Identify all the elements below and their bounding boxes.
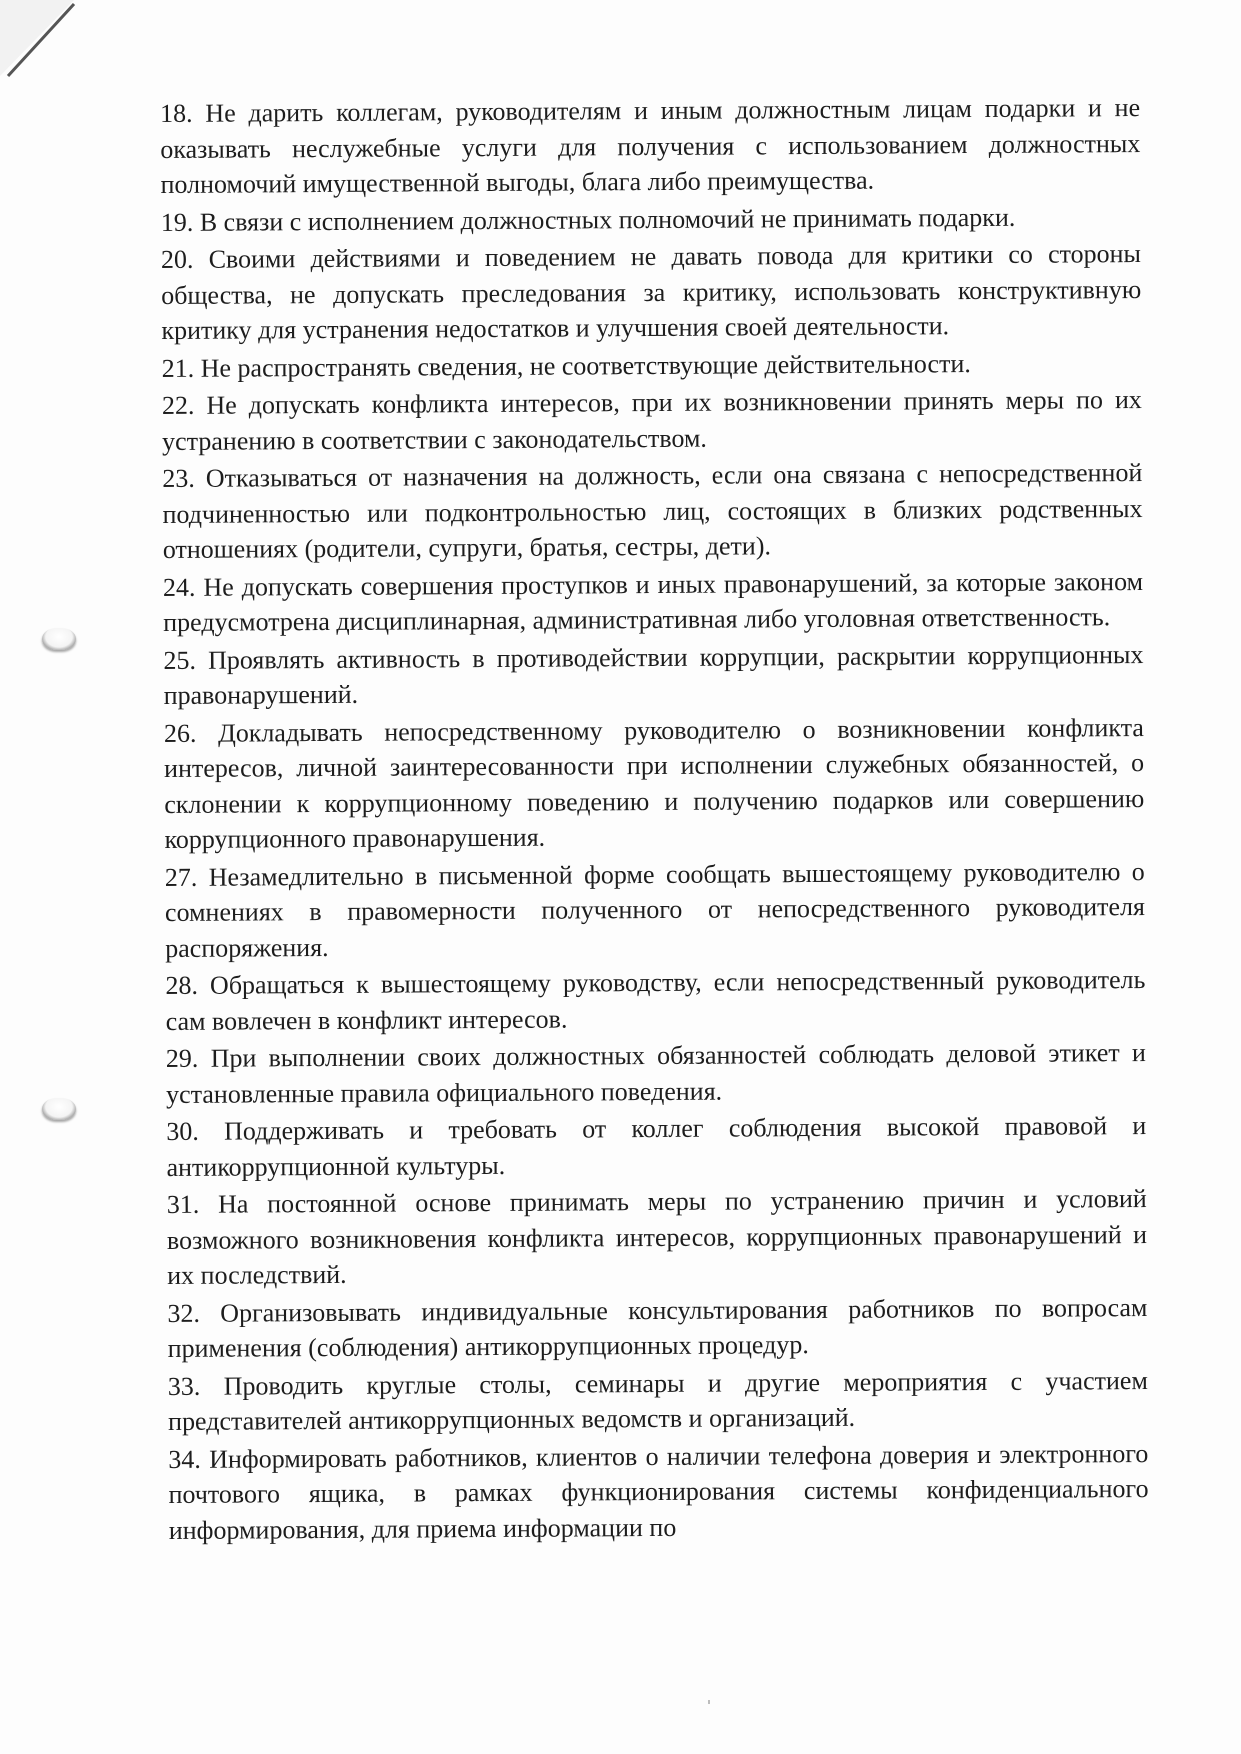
folded-corner-shadow [0, 0, 80, 80]
clause-28: 28. Обращаться к вышестоящему руководству, если непосредственный руководитель сам вовлечен в конфликт интересов. [165, 964, 1146, 1036]
clause-32: 32. Организовывать индивидуальные консультирования работников по вопросам применения (соблюдения) антикоррупционных процедур. [167, 1292, 1148, 1363]
clause-24: 24. Не допускать совершения проступков и иных правонарушений, за которые законом предусмотрена дисциплинарная, административная либо уголовная ответственность. [162, 566, 1144, 637]
clause-30: 30. Поддерживать и требовать от коллег соблюдения высокой правовой и антикоррупционной культуры. [166, 1110, 1147, 1182]
document-body [160, 90, 1149, 1550]
clause-31: 31. На постоянной основе принимать меры по устранению причин и условий возможного возникновения конфликта интересов, коррупционных правонарушений и их последствий. [166, 1183, 1148, 1290]
clause-21: 21. Не распространять сведения, не соответствующие действительности. [161, 348, 971, 383]
clause-19: 19. В связи с исполнением должностных полномочий не принимать подарки. [160, 202, 1016, 237]
clause-33: 33. Проводить круглые столы, семинары и другие мероприятия с участием представителей антикоррупционных ведомств и организаций. [167, 1365, 1148, 1436]
clause-29: 29. При выполнении своих должностных обязанностей соблюдать деловой этикет и установленные правила официального поведения. [165, 1037, 1146, 1109]
clause-22: 22. Не допускать конфликта интересов, при их возникновении принять меры по их устранению в соответствии с законодательством. [161, 385, 1142, 456]
clause-18: 18. Не дарить коллегам, руководителям и иным должностным лицам подарки и не оказывать неслужебные услуги для получения с использованием должностных полномочий имущественной выгоды, блага либо преимущества. [160, 93, 1141, 199]
clause-27: 27. Незамедлительно в письменной форме сообщать вышестоящему руководителю о сомнениях в правомерности полученного от непосредственного руководителя распоряжения. [164, 856, 1146, 963]
scan-speck [708, 1700, 710, 1704]
clause-23: 23. Отказываться от назначения на должность, если она связана с непосредственной подчиненностью или подконтрольностью лиц, состоящих в близких родственных отношениях (родители, супруги, братья, сестры, дети). [162, 458, 1143, 564]
hole-punch-mark [42, 628, 76, 650]
clause-26: 26. Докладывать непосредственному руководителю о возникновении конфликта интересов, личной заинтересованности при исполнении служебных обязанностей, о склонении к коррупционному поведению и получению подарков или совершению коррупционного правонарушения. [163, 712, 1145, 854]
clause-34: 34. Информировать работников, клиентов о наличии телефона доверия и электронного почтового ящика, в рамках функционирования системы конфиденциального информирования, для приема информации по [168, 1438, 1149, 1545]
clause-20: 20. Своими действиями и поведением не давать повода для критики со стороны общества, не допускать преследования за критику, использовать конструктивную критику для устранения недостатков и улучшения своей деятельности. [160, 239, 1142, 345]
hole-punch-mark [42, 1098, 76, 1120]
clause-25: 25. Проявлять активность в противодействии коррупции, раскрытии коррупционных правонарушений. [163, 639, 1144, 710]
